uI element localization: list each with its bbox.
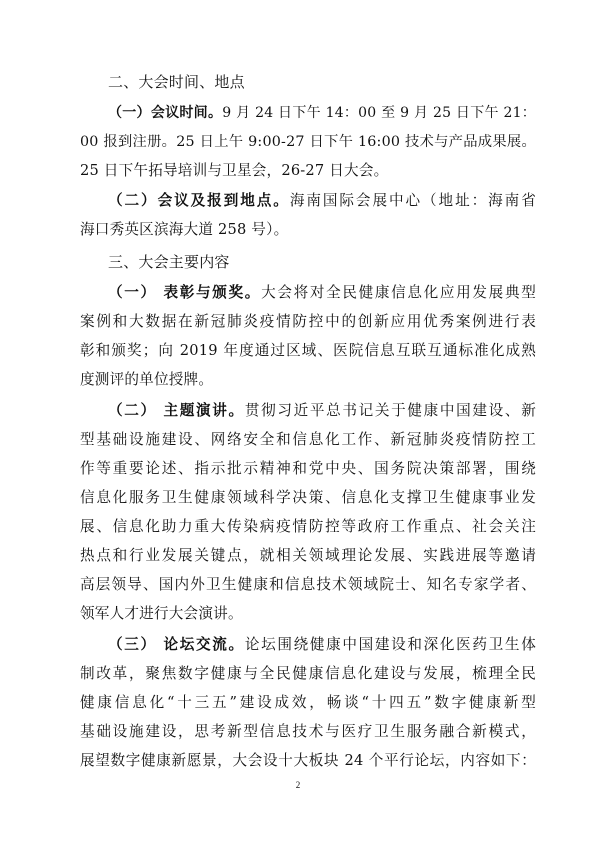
paragraph-time-line-1 [108, 103, 536, 123]
paragraph-place-line-1 [108, 191, 536, 211]
speech-text: 贯彻习近平总书记关于健康中国建设、新 [244, 402, 536, 419]
paragraph-speech-line-5: 展、信息化助力重大传染病疫情防控等政府工作重点、社会关注 [80, 518, 536, 535]
section-heading-main-content: 三、大会主要内容 [108, 253, 230, 271]
meeting-time-text: 9 月 24 日下午 14：00 至 9 月 25 日下午 21： [222, 105, 536, 121]
paragraph-speech-line-7: 高层领导、国内外卫生健康和信息技术领域院士、知名专家学者、 [80, 576, 536, 593]
paragraph-speech-line-8: 领军人才进行大会演讲。 [80, 605, 243, 622]
award-text: 大会将对全民健康信息化应用发展典型 [261, 284, 536, 301]
paragraph-forum-line-4: 基础设施建设，思考新型信息技术与医疗卫生服务融合新模式， [80, 723, 536, 740]
paragraph-time-line-3: 25 日下午拓导培训与卫星会，26-27 日大会。 [80, 162, 389, 179]
meeting-time-label: （一）会议时间。 [108, 105, 223, 121]
paragraph-speech-line-4: 信息化服务卫生健康领域科学决策、信息化支撑卫生健康事业发 [80, 489, 536, 506]
forum-label: （三） 论坛交流。 [108, 636, 245, 653]
meeting-place-text: 海南国际会展中心（地址：海南省 [289, 192, 536, 209]
paragraph-speech-line-2: 型基础设施建设、网络安全和信息化工作、新冠肺炎疫情防控工 [80, 431, 536, 448]
section-heading-time-place: 二、大会时间、地点 [108, 73, 245, 91]
paragraph-forum-line-3: 健康信息化“十三五”建设成效，畅谈“十四五”数字健康新型 [80, 694, 536, 711]
paragraph-speech-line-6: 热点和行业发展关键点，就相关领域理论发展、实践进展等邀请 [80, 547, 536, 564]
paragraph-award-line-1 [108, 283, 536, 303]
paragraph-forum-line-2: 制改革，聚焦数字健康与全民健康信息化建设与发展，梳理全民 [80, 665, 536, 682]
meeting-place-label: （二）会议及报到地点。 [108, 192, 290, 209]
forum-text: 论坛围绕健康中国建设和深化医药卫生体 [244, 636, 536, 653]
paragraph-award-line-3: 彰和颁奖；向 2019 年度通过区域、医院信息互联互通标准化成熟 [80, 342, 536, 359]
paragraph-place-line-2: 海口秀英区滨海大道 258 号）。 [80, 221, 289, 238]
award-label: （一） 表彰与颁奖。 [108, 284, 262, 301]
paragraph-time-line-2: 00 报到注册。25 日上午 9:00-27 日下午 16:00 技术与产品成果展。 [80, 134, 536, 150]
page-number: 2 [295, 780, 301, 790]
paragraph-speech-line-3: 作等重要论述、指示批示精神和党中央、国务院决策部署，围绕 [80, 460, 536, 477]
speech-label: （二） 主题演讲。 [108, 402, 245, 419]
paragraph-award-line-2: 案例和大数据在新冠肺炎疫情防控中的创新应用优秀案例进行表 [80, 313, 536, 330]
paragraph-forum-line-5: 展望数字健康新愿景，大会设十大板块 24 个平行论坛，内容如下： [80, 752, 536, 769]
paragraph-award-line-4: 度测评的单位授牌。 [80, 371, 214, 388]
paragraph-speech-line-1 [108, 401, 536, 421]
paragraph-forum-line-1 [108, 635, 536, 655]
